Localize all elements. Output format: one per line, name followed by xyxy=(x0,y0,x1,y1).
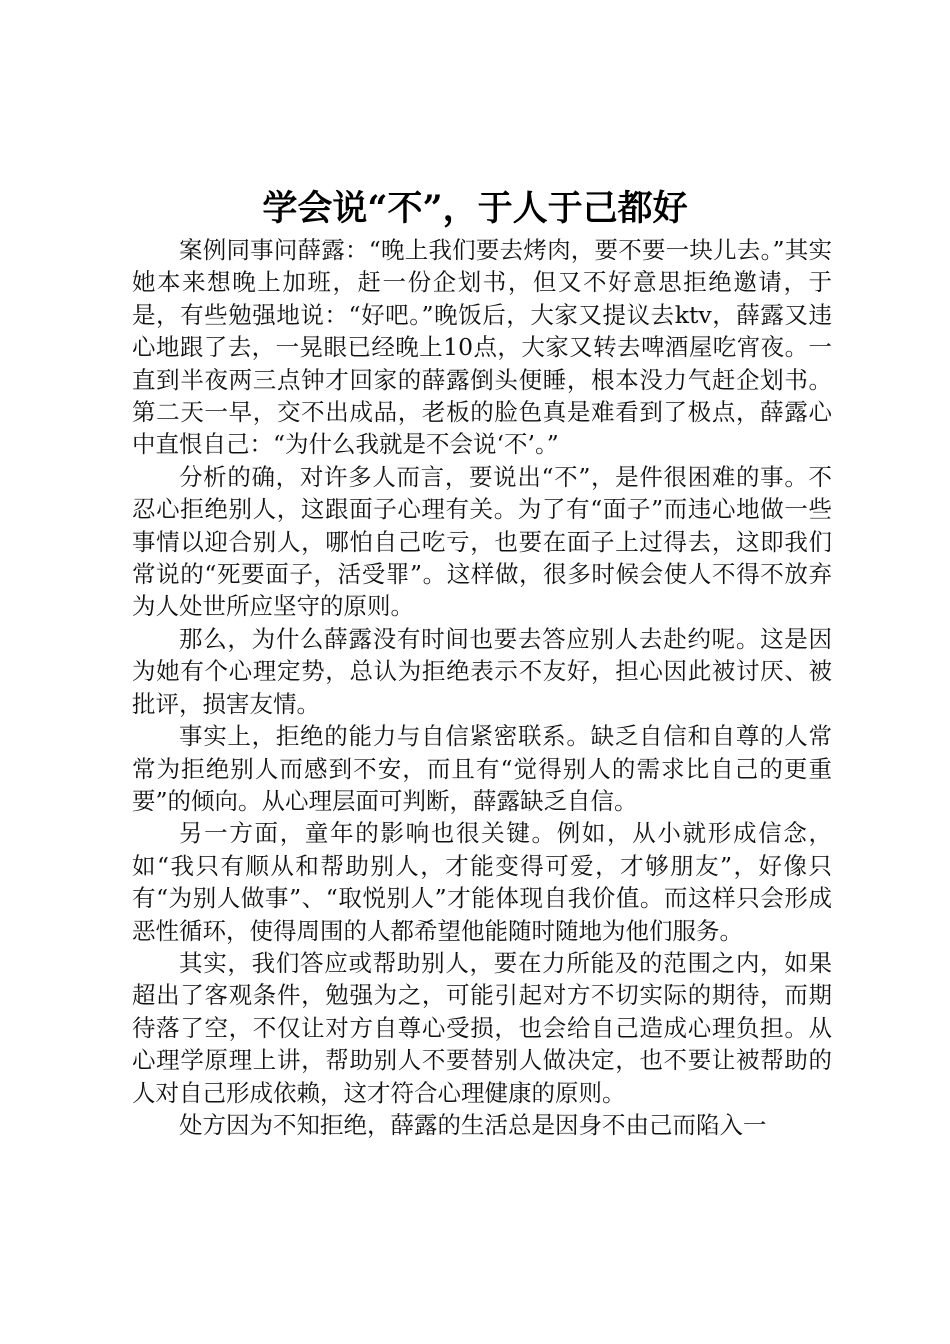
paragraph-analysis: 分析的确，对许多人而言，要说出“不”，是件很困难的事。不忍心拒绝别人，这跟面子心理有关。为了有“面子”而违心地做一些事情以迎合别人，哪怕自己吃亏，也要在面子上过得去，这即我们常说的“死要面子，活受罪”。这样做，很多时候会使人不得不放弃为人处世所应坚守的原则。 xyxy=(132,462,832,621)
paragraph-childhood: 另一方面，童年的影响也很关键。例如，从小就形成信念，如“我只有顺从和帮助别人，才能变得可爱，才够朋友”，好像只有“为别人做事”、“取悦别人”才能体现自我价值。而这样只会形成恶性循环，使得周围的人都希望他能随时随地为他们服务。 xyxy=(132,819,832,945)
paragraph-help-others: 其实，我们答应或帮助别人，要在力所能及的范围之内，如果超出了客观条件，勉强为之，可能引起对方不切实际的期待，而期待落了空，不仅让对方自尊心受损，也会给自己造成心理负担。从心理学原理上讲，帮助别人不要替别人做决定，也不要让被帮助的人对自己形成依赖，这才符合心理健康的原则。 xyxy=(132,948,832,1107)
paragraph-confidence: 事实上，拒绝的能力与自信紧密联系。缺乏自信和自尊的人常常为拒绝别人而感到不安，而且有“觉得别人的需求比自己的更重要”的倾向。从心理层面可判断，薛露缺乏自信。 xyxy=(132,722,832,815)
document-body xyxy=(132,234,832,1141)
paragraph-case: 案例同事问薛露：“晚上我们要去烤肉，要不要一块儿去。”其实她本来想晚上加班，赶一份企划书，但又不好意思拒绝邀请，于是，有些勉强地说：“好吧。”晚饭后，大家又提议去ktv，薛露又违心地跟了去，一晃眼已经晚上10点，大家又转去啤酒屋吃宵夜。一直到半夜两三点钟才回家的薛露倒头便睡，根本没力气赶企划书。第二天一早，交不出成品，老板的脸色真是难看到了极点，薛露心中直恨自己：“为什么我就是不会说‘不’。” xyxy=(132,236,832,459)
paragraph-why: 那么，为什么薛露没有时间也要去答应别人去赴约呢。这是因为她有个心理定势，总认为拒绝表示不友好，担心因此被讨厌、被批评，损害友情。 xyxy=(132,624,832,718)
paragraph-prescription: 处方因为不知拒绝，薛露的生活总是因身不由己而陷入一 xyxy=(179,1110,767,1139)
document-title: 学会说“不”，于人于己都好 xyxy=(262,188,688,229)
